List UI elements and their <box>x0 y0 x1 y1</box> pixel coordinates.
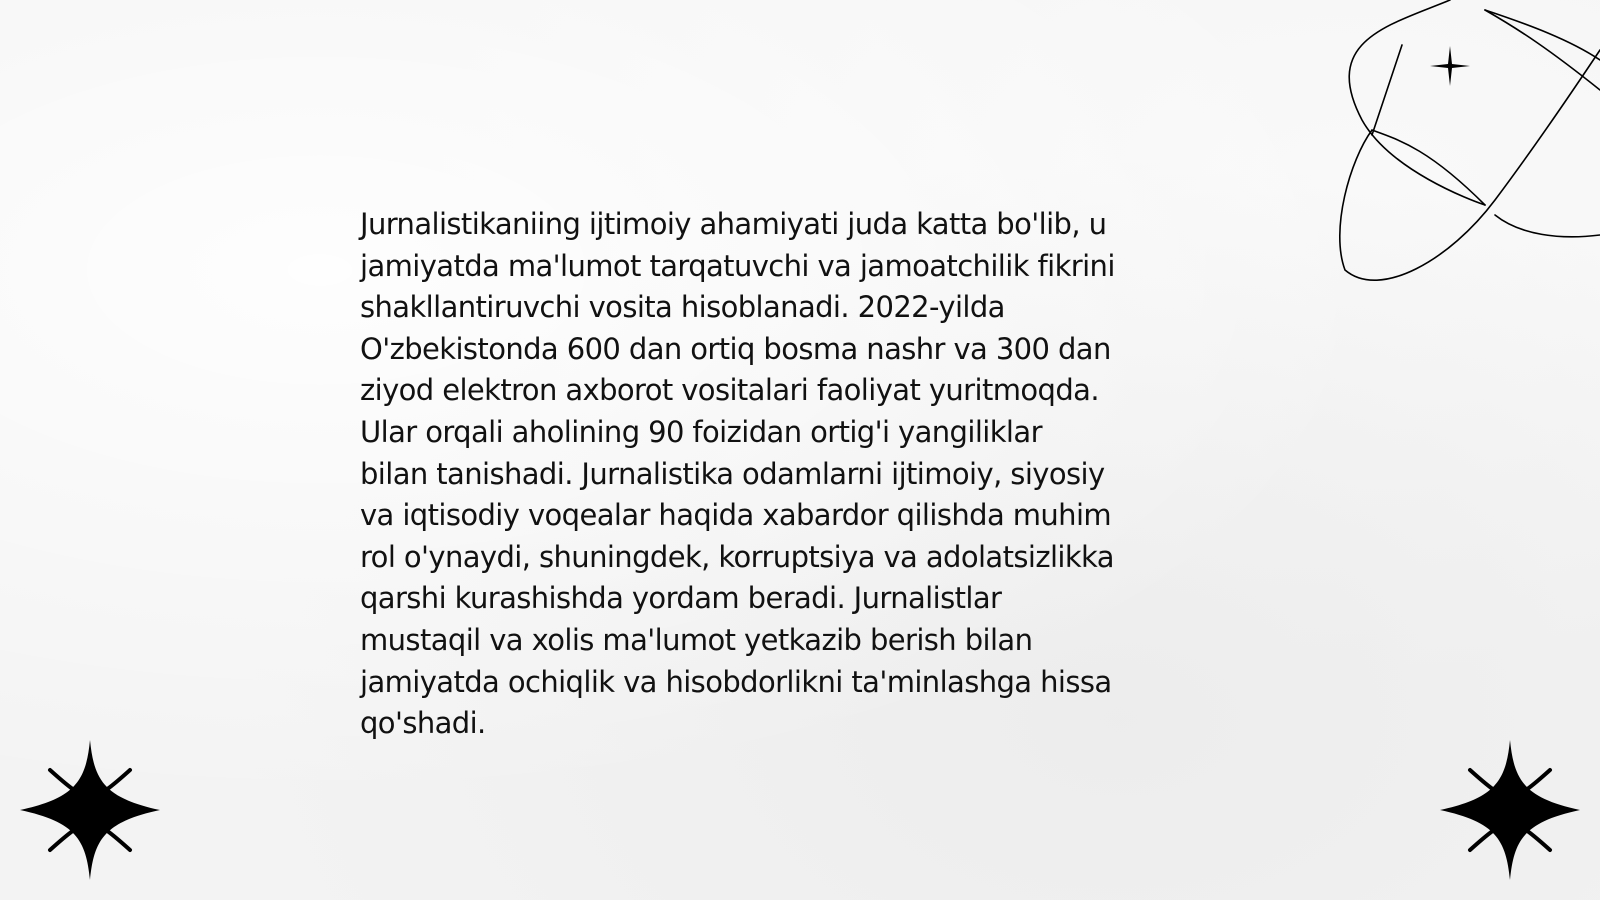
paragraph-line: qo'shadi. <box>360 706 486 741</box>
sparkle-outline-icon <box>1428 44 1472 88</box>
paragraph-line: Jurnalistikaniing ijtimoiy ahamiyati juda katta bo'lib, u <box>360 207 1107 241</box>
paragraph-line: va iqtisodiy voqealar haqida xabardor qilishda muhim <box>360 498 1112 533</box>
four-point-star-icon <box>20 740 160 880</box>
paragraph-line: jamiyatda ochiqlik va hisobdorlikni ta'minlashga hissa <box>360 664 1112 699</box>
paragraph-line: shakllantiruvchi vosita hisoblanadi. 2022-yilda <box>360 290 1005 325</box>
paragraph-line: Ular orqali aholining 90 foizidan ortig'i yangiliklar <box>360 414 1042 449</box>
paragraph-line: O'zbekistonda 600 dan ortiq bosma nashr va 300 dan <box>360 331 1111 366</box>
body-paragraph <box>360 204 1260 745</box>
paragraph-line: jamiyatda ma'lumot tarqatuvchi va jamoatchilik fikrini <box>360 248 1115 283</box>
paragraph-line: qarshi kurashishda yordam beradi. Jurnalistlar <box>360 581 1002 616</box>
paragraph-line: ziyod elektron axborot vositalari faoliyat yuritmoqda. <box>360 373 1099 408</box>
paragraph-line: mustaqil va xolis ma'lumot yetkazib berish bilan <box>360 622 1033 657</box>
paragraph-line: rol o'ynaydi, shuningdek, korruptsiya va adolatsizlikka <box>360 539 1114 574</box>
paragraph-line: bilan tanishadi. Jurnalistika odamlarni ijtimoiy, siyosiy <box>360 456 1105 491</box>
four-point-star-icon <box>1440 740 1580 880</box>
